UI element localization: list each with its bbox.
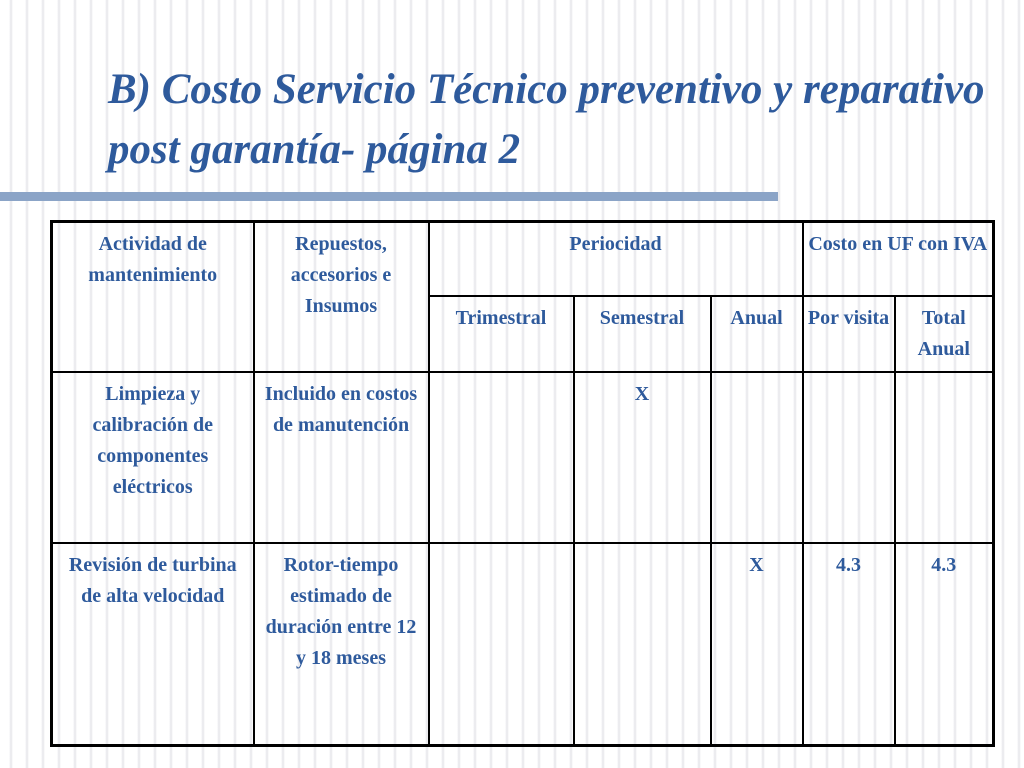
table-row: [52, 372, 994, 543]
table-row: [52, 543, 994, 746]
cell-repuestos: Incluido en costos de manutención: [254, 372, 429, 543]
header-row-1: [52, 222, 994, 296]
header-total-anual: Total Anual: [895, 296, 994, 372]
cell-por-visita: [803, 372, 895, 543]
cell-total-anual: [895, 372, 994, 543]
header-actividad: Actividad de mantenimiento: [52, 222, 254, 372]
cell-semestral: X: [574, 372, 711, 543]
header-por-visita: Por visita: [803, 296, 895, 372]
cell-actividad: Revisión de turbina de alta velocidad: [52, 543, 254, 746]
cell-repuestos: Rotor-tiempo estimado de duración entre 12 y 18 meses: [254, 543, 429, 746]
cell-anual: [711, 372, 803, 543]
cell-anual: X: [711, 543, 803, 746]
header-repuestos: Repuestos, accesorios e Insumos: [254, 222, 429, 372]
header-anual: Anual: [711, 296, 803, 372]
cell-trimestral: [429, 543, 574, 746]
cost-table: [50, 220, 995, 747]
cell-trimestral: [429, 372, 574, 543]
header-periocidad: Periocidad: [429, 222, 803, 296]
cell-total-anual: 4.3: [895, 543, 994, 746]
title-underline: [0, 192, 778, 201]
header-trimestral: Trimestral: [429, 296, 574, 372]
cell-actividad: Limpieza y calibración de componentes eléctricos: [52, 372, 254, 543]
header-costo: Costo en UF con IVA: [803, 222, 994, 296]
header-semestral: Semestral: [574, 296, 711, 372]
cell-por-visita: 4.3: [803, 543, 895, 746]
cell-semestral: [574, 543, 711, 746]
slide-title: B) Costo Servicio Técnico preventivo y reparativo post garantía- página 2: [108, 66, 985, 173]
